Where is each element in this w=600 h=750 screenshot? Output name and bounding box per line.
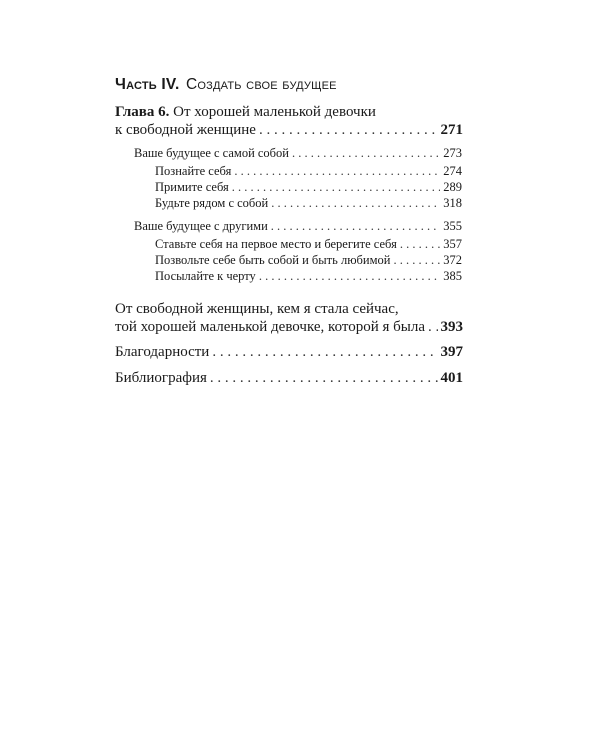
acknowledgements-title: Благодарности	[115, 344, 210, 360]
bibliography-entry[interactable]	[115, 370, 463, 387]
toc-entry-title: Будьте рядом с собой	[155, 196, 269, 210]
toc-entry-page: 355	[443, 219, 462, 233]
toc-entry-subsection[interactable]	[155, 164, 462, 179]
bibliography-title: Библиография	[115, 370, 207, 386]
toc-entry-subsection[interactable]	[155, 180, 462, 195]
chapter-6-title-line2: к свободной женщине	[115, 122, 256, 138]
toc-entry-title: Ставьте себя на первое место и берегите себя	[155, 237, 397, 251]
toc-entry-page: 372	[443, 253, 462, 267]
dot-leader	[210, 370, 438, 387]
toc-entry-page: 385	[443, 269, 462, 283]
toc-entry-section[interactable]	[134, 219, 462, 234]
toc-entry-title: Познайте себя	[155, 164, 232, 178]
dot-leader	[232, 180, 441, 195]
acknowledgements-entry[interactable]	[115, 344, 463, 361]
part-label: Часть IV.	[115, 76, 180, 93]
toc-entry-subsection[interactable]	[155, 253, 462, 268]
dot-leader	[271, 219, 440, 234]
chapter-6-label: Глава 6.	[115, 104, 170, 120]
toc-entry-subsection[interactable]	[155, 269, 462, 284]
part-heading	[115, 76, 337, 94]
toc-entry-page: 318	[443, 196, 462, 210]
toc-entry-page: 289	[443, 180, 462, 194]
afterword-title-line1: От свободной женщины, кем я стала сейчас,	[115, 301, 399, 317]
dot-leader	[259, 269, 440, 284]
dot-leader	[259, 122, 438, 139]
toc-entry-title: Посылайте к черту	[155, 269, 256, 283]
acknowledgements-page: 397	[440, 344, 463, 360]
chapter-6-page: 271	[440, 122, 463, 138]
toc-entry-subsection[interactable]	[155, 237, 462, 252]
toc-entry-title: Примите себя	[155, 180, 229, 194]
toc-entry-title: Ваше будущее с самой собой	[134, 146, 289, 160]
bibliography-page: 401	[440, 370, 463, 386]
toc-entry-page: 273	[443, 146, 462, 160]
dot-leader	[428, 319, 437, 336]
chapter-6-title-line1	[115, 104, 376, 121]
toc-entry-page: 357	[443, 237, 462, 251]
toc-entry-title: Позвольте себе быть собой и быть любимой	[155, 253, 391, 267]
part-title: Создать свое будущее	[186, 76, 337, 93]
dot-leader	[292, 146, 440, 161]
dot-leader	[271, 196, 440, 211]
dot-leader	[212, 344, 437, 361]
afterword-entry[interactable]	[115, 319, 463, 336]
afterword-page: 393	[440, 319, 463, 335]
dot-leader	[234, 164, 440, 179]
dot-leader	[393, 253, 440, 268]
toc-entry-page: 274	[443, 164, 462, 178]
toc-entry-section[interactable]	[134, 146, 462, 161]
chapter-6-entry[interactable]	[115, 122, 463, 139]
chapter-6-title-text: От хорошей маленькой девочки	[173, 104, 376, 120]
afterword-title-line2: той хорошей маленькой девочке, которой я была	[115, 319, 426, 335]
toc-entry-title: Ваше будущее с другими	[134, 219, 268, 233]
toc-entry-subsection[interactable]	[155, 196, 462, 211]
dot-leader	[400, 237, 440, 252]
